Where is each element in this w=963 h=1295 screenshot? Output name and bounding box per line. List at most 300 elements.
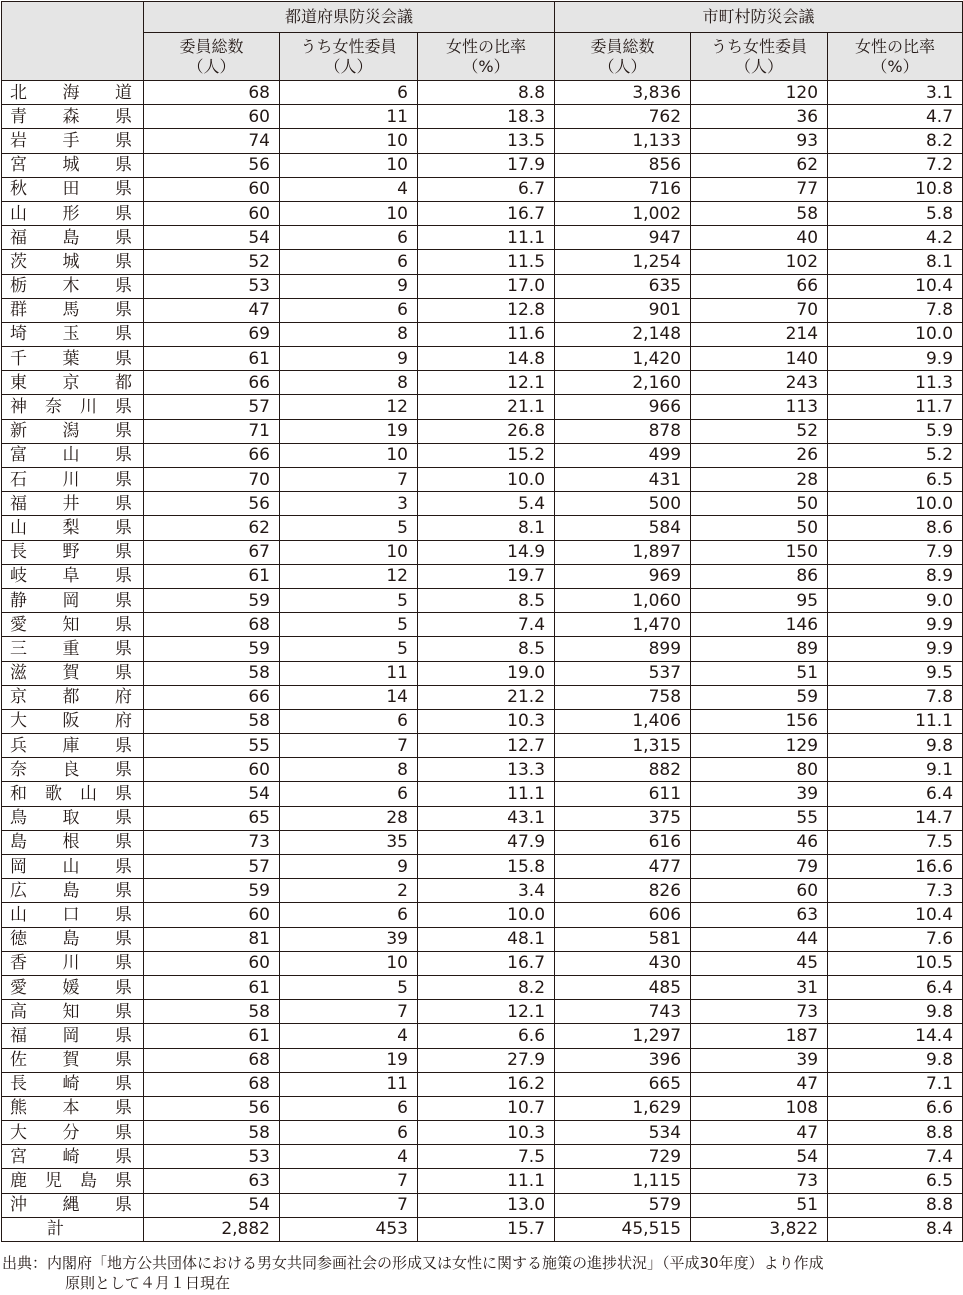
pref-total-members: 59 xyxy=(144,879,280,903)
pref-women-ratio: 10.0 xyxy=(418,903,555,927)
muni-total-members: 477 xyxy=(555,855,691,879)
table-row xyxy=(2,226,963,250)
muni-total-members: 499 xyxy=(555,443,691,467)
pref-total-members: 54 xyxy=(144,226,280,250)
prefecture-name: 兵 庫 県 xyxy=(2,734,144,758)
muni-women-members: 86 xyxy=(691,564,828,588)
muni-total-members: 606 xyxy=(555,903,691,927)
muni-women-members: 113 xyxy=(691,395,828,419)
table-row xyxy=(2,274,963,298)
pref-women-ratio: 17.9 xyxy=(418,153,555,177)
table-row xyxy=(2,1048,963,1072)
pref-women-members: 28 xyxy=(280,806,418,830)
pref-total-members: 71 xyxy=(144,419,280,443)
table-row xyxy=(2,129,963,153)
table-row xyxy=(2,855,963,879)
pref-total-members: 73 xyxy=(144,830,280,854)
pref-women-members: 2 xyxy=(280,879,418,903)
table-row xyxy=(2,709,963,733)
muni-women-ratio: 10.5 xyxy=(828,951,963,975)
table-row xyxy=(2,1193,963,1217)
muni-women-ratio: 7.3 xyxy=(828,879,963,903)
pref-women-members: 12 xyxy=(280,564,418,588)
table-row xyxy=(2,371,963,395)
muni-total-members: 1,470 xyxy=(555,613,691,637)
col-header-ratio: 女性の比率 （%） xyxy=(418,33,555,81)
muni-women-ratio: 9.5 xyxy=(828,661,963,685)
pref-total-members: 58 xyxy=(144,1000,280,1024)
pref-total-members: 57 xyxy=(144,395,280,419)
prefecture-name: 大 阪 府 xyxy=(2,709,144,733)
muni-women-members: 3,822 xyxy=(691,1217,828,1241)
pref-women-ratio: 10.7 xyxy=(418,1096,555,1120)
muni-total-members: 969 xyxy=(555,564,691,588)
table-row xyxy=(2,81,963,105)
muni-total-members: 901 xyxy=(555,298,691,322)
pref-women-ratio: 11.1 xyxy=(418,782,555,806)
pref-women-members: 11 xyxy=(280,1072,418,1096)
muni-women-ratio: 7.9 xyxy=(828,540,963,564)
prefecture-name: 香 川 県 xyxy=(2,951,144,975)
pref-women-ratio: 5.4 xyxy=(418,492,555,516)
prefecture-name: 島 根 県 xyxy=(2,830,144,854)
muni-women-members: 36 xyxy=(691,105,828,129)
prefecture-name: 宮 城 県 xyxy=(2,153,144,177)
table-row xyxy=(2,927,963,951)
table-row xyxy=(2,734,963,758)
table-row xyxy=(2,1000,963,1024)
muni-women-members: 40 xyxy=(691,226,828,250)
table-row xyxy=(2,201,963,225)
table-row xyxy=(2,298,963,322)
muni-women-ratio: 14.4 xyxy=(828,1024,963,1048)
muni-women-members: 95 xyxy=(691,588,828,612)
total-label: 計 xyxy=(2,1217,144,1241)
table-row xyxy=(2,782,963,806)
muni-women-ratio: 5.2 xyxy=(828,443,963,467)
pref-total-members: 60 xyxy=(144,105,280,129)
muni-women-members: 102 xyxy=(691,250,828,274)
pref-women-ratio: 8.2 xyxy=(418,975,555,999)
muni-total-members: 581 xyxy=(555,927,691,951)
muni-women-ratio: 9.8 xyxy=(828,1000,963,1024)
pref-total-members: 53 xyxy=(144,1145,280,1169)
muni-women-ratio: 10.4 xyxy=(828,903,963,927)
muni-total-members: 3,836 xyxy=(555,81,691,105)
muni-total-members: 729 xyxy=(555,1145,691,1169)
muni-total-members: 1,315 xyxy=(555,734,691,758)
prefecture-name: 岡 山 県 xyxy=(2,855,144,879)
muni-total-members: 882 xyxy=(555,758,691,782)
pref-total-members: 70 xyxy=(144,468,280,492)
prefecture-name: 山 口 県 xyxy=(2,903,144,927)
muni-total-members: 579 xyxy=(555,1193,691,1217)
pref-total-members: 61 xyxy=(144,1024,280,1048)
prefecture-name: 東 京 都 xyxy=(2,371,144,395)
pref-total-members: 68 xyxy=(144,1048,280,1072)
col-header-total: 委員総数 （人） xyxy=(555,33,691,81)
prefecture-name: 福 島 県 xyxy=(2,226,144,250)
muni-total-members: 430 xyxy=(555,951,691,975)
pref-women-members: 7 xyxy=(280,1000,418,1024)
pref-women-ratio: 19.0 xyxy=(418,661,555,685)
pref-women-ratio: 13.0 xyxy=(418,1193,555,1217)
pref-total-members: 66 xyxy=(144,443,280,467)
prefecture-name: 三 重 県 xyxy=(2,637,144,661)
pref-total-members: 55 xyxy=(144,734,280,758)
pref-women-ratio: 21.2 xyxy=(418,685,555,709)
table-row xyxy=(2,468,963,492)
pref-women-members: 6 xyxy=(280,298,418,322)
pref-women-ratio: 8.5 xyxy=(418,588,555,612)
pref-women-ratio: 11.6 xyxy=(418,322,555,346)
table-row xyxy=(2,347,963,371)
pref-women-ratio: 8.5 xyxy=(418,637,555,661)
pref-women-members: 7 xyxy=(280,734,418,758)
pref-women-members: 8 xyxy=(280,322,418,346)
pref-total-members: 62 xyxy=(144,516,280,540)
muni-women-ratio: 9.8 xyxy=(828,1048,963,1072)
pref-total-members: 58 xyxy=(144,1121,280,1145)
col-header-women: うち女性委員 （人） xyxy=(691,33,828,81)
prefecture-name: 大 分 県 xyxy=(2,1121,144,1145)
muni-women-members: 73 xyxy=(691,1000,828,1024)
table-row xyxy=(2,613,963,637)
muni-total-members: 584 xyxy=(555,516,691,540)
muni-women-members: 73 xyxy=(691,1169,828,1193)
prefecture-name: 佐 賀 県 xyxy=(2,1048,144,1072)
muni-total-members: 45,515 xyxy=(555,1217,691,1241)
prefecture-name: 山 形 県 xyxy=(2,201,144,225)
pref-total-members: 60 xyxy=(144,903,280,927)
muni-women-ratio: 9.0 xyxy=(828,588,963,612)
muni-women-members: 70 xyxy=(691,298,828,322)
muni-total-members: 966 xyxy=(555,395,691,419)
prefecture-name: 高 知 県 xyxy=(2,1000,144,1024)
muni-women-ratio: 10.0 xyxy=(828,492,963,516)
table-row xyxy=(2,322,963,346)
pref-total-members: 65 xyxy=(144,806,280,830)
muni-women-members: 243 xyxy=(691,371,828,395)
pref-women-members: 7 xyxy=(280,1193,418,1217)
muni-women-ratio: 8.8 xyxy=(828,1121,963,1145)
prefecture-name: 奈 良 県 xyxy=(2,758,144,782)
prefecture-name: 栃 木 県 xyxy=(2,274,144,298)
muni-women-ratio: 8.1 xyxy=(828,250,963,274)
pref-total-members: 52 xyxy=(144,250,280,274)
pref-women-members: 3 xyxy=(280,492,418,516)
pref-total-members: 58 xyxy=(144,661,280,685)
pref-women-members: 14 xyxy=(280,685,418,709)
prefecture-name: 茨 城 県 xyxy=(2,250,144,274)
pref-total-members: 60 xyxy=(144,951,280,975)
muni-women-ratio: 11.1 xyxy=(828,709,963,733)
pref-women-ratio: 6.6 xyxy=(418,1024,555,1048)
muni-women-members: 80 xyxy=(691,758,828,782)
muni-women-members: 26 xyxy=(691,443,828,467)
muni-women-ratio: 7.2 xyxy=(828,153,963,177)
prefecture-name: 沖 縄 県 xyxy=(2,1193,144,1217)
muni-women-members: 150 xyxy=(691,540,828,564)
table-row xyxy=(2,516,963,540)
muni-women-ratio: 9.9 xyxy=(828,637,963,661)
date-note: 原則として４月１日現在 xyxy=(65,1274,231,1292)
muni-women-ratio: 4.7 xyxy=(828,105,963,129)
pref-women-ratio: 11.5 xyxy=(418,250,555,274)
muni-total-members: 1,297 xyxy=(555,1024,691,1048)
muni-women-ratio: 6.4 xyxy=(828,782,963,806)
pref-total-members: 56 xyxy=(144,492,280,516)
muni-women-members: 66 xyxy=(691,274,828,298)
table-row xyxy=(2,564,963,588)
muni-total-members: 947 xyxy=(555,226,691,250)
muni-women-members: 129 xyxy=(691,734,828,758)
muni-women-members: 214 xyxy=(691,322,828,346)
muni-women-ratio: 5.8 xyxy=(828,201,963,225)
pref-women-ratio: 12.1 xyxy=(418,1000,555,1024)
pref-women-members: 9 xyxy=(280,274,418,298)
muni-women-members: 140 xyxy=(691,347,828,371)
prefecture-name: 長 野 県 xyxy=(2,540,144,564)
pref-women-ratio: 18.3 xyxy=(418,105,555,129)
prefecture-name: 岐 阜 県 xyxy=(2,564,144,588)
pref-women-ratio: 8.1 xyxy=(418,516,555,540)
footnotes xyxy=(2,1253,824,1293)
pref-women-members: 7 xyxy=(280,1169,418,1193)
prefecture-name: 静 岡 県 xyxy=(2,588,144,612)
table-body xyxy=(2,81,963,1242)
pref-total-members: 68 xyxy=(144,613,280,637)
table-row xyxy=(2,419,963,443)
table-row xyxy=(2,951,963,975)
pref-total-members: 54 xyxy=(144,1193,280,1217)
muni-total-members: 611 xyxy=(555,782,691,806)
prefecture-name: 千 葉 県 xyxy=(2,347,144,371)
pref-women-ratio: 10.3 xyxy=(418,709,555,733)
table-row xyxy=(2,395,963,419)
prefecture-name: 神 奈 川 県 xyxy=(2,395,144,419)
col-header-total: 委員総数 （人） xyxy=(144,33,280,81)
pref-total-members: 66 xyxy=(144,685,280,709)
table-row xyxy=(2,540,963,564)
pref-women-members: 6 xyxy=(280,782,418,806)
disaster-council-table xyxy=(1,1,963,1242)
muni-women-ratio: 8.8 xyxy=(828,1193,963,1217)
pref-women-ratio: 26.8 xyxy=(418,419,555,443)
prefecture-name: 和 歌 山 県 xyxy=(2,782,144,806)
muni-total-members: 665 xyxy=(555,1072,691,1096)
prefecture-name: 福 井 県 xyxy=(2,492,144,516)
pref-total-members: 61 xyxy=(144,975,280,999)
prefecture-name: 福 岡 県 xyxy=(2,1024,144,1048)
muni-women-ratio: 11.7 xyxy=(828,395,963,419)
prefecture-name: 長 崎 県 xyxy=(2,1072,144,1096)
pref-total-members: 63 xyxy=(144,1169,280,1193)
muni-total-members: 1,115 xyxy=(555,1169,691,1193)
muni-women-members: 50 xyxy=(691,492,828,516)
pref-women-members: 6 xyxy=(280,250,418,274)
muni-women-ratio: 9.9 xyxy=(828,613,963,637)
prefecture-name: 鳥 取 県 xyxy=(2,806,144,830)
prefecture-name: 宮 崎 県 xyxy=(2,1145,144,1169)
pref-women-members: 35 xyxy=(280,830,418,854)
prefecture-name: 京 都 府 xyxy=(2,685,144,709)
pref-total-members: 2,882 xyxy=(144,1217,280,1241)
muni-women-ratio: 5.9 xyxy=(828,419,963,443)
pref-women-ratio: 17.0 xyxy=(418,274,555,298)
table-row xyxy=(2,975,963,999)
pref-women-members: 6 xyxy=(280,709,418,733)
muni-women-ratio: 7.8 xyxy=(828,685,963,709)
muni-women-ratio: 10.0 xyxy=(828,322,963,346)
pref-women-ratio: 7.4 xyxy=(418,613,555,637)
muni-women-ratio: 8.2 xyxy=(828,129,963,153)
muni-women-members: 93 xyxy=(691,129,828,153)
pref-women-ratio: 27.9 xyxy=(418,1048,555,1072)
muni-women-ratio: 9.8 xyxy=(828,734,963,758)
muni-total-members: 826 xyxy=(555,879,691,903)
muni-women-members: 59 xyxy=(691,685,828,709)
table-row xyxy=(2,1169,963,1193)
muni-women-members: 50 xyxy=(691,516,828,540)
pref-women-ratio: 8.8 xyxy=(418,81,555,105)
muni-total-members: 500 xyxy=(555,492,691,516)
col-header-women: うち女性委員 （人） xyxy=(280,33,418,81)
muni-total-members: 396 xyxy=(555,1048,691,1072)
table-row xyxy=(2,443,963,467)
table-row xyxy=(2,806,963,830)
muni-total-members: 899 xyxy=(555,637,691,661)
pref-women-members: 4 xyxy=(280,1145,418,1169)
muni-women-ratio: 7.5 xyxy=(828,830,963,854)
pref-total-members: 57 xyxy=(144,855,280,879)
muni-women-members: 39 xyxy=(691,782,828,806)
prefecture-name: 熊 本 県 xyxy=(2,1096,144,1120)
muni-women-members: 46 xyxy=(691,830,828,854)
pref-women-members: 7 xyxy=(280,468,418,492)
pref-total-members: 58 xyxy=(144,709,280,733)
pref-women-members: 5 xyxy=(280,588,418,612)
pref-total-members: 56 xyxy=(144,153,280,177)
pref-total-members: 60 xyxy=(144,758,280,782)
muni-women-members: 47 xyxy=(691,1072,828,1096)
table-row xyxy=(2,1145,963,1169)
prefecture-name: 青 森 県 xyxy=(2,105,144,129)
pref-women-ratio: 14.8 xyxy=(418,347,555,371)
pref-women-members: 453 xyxy=(280,1217,418,1241)
muni-total-members: 616 xyxy=(555,830,691,854)
pref-women-members: 11 xyxy=(280,105,418,129)
pref-women-members: 6 xyxy=(280,1121,418,1145)
muni-women-ratio: 6.5 xyxy=(828,1169,963,1193)
muni-women-ratio: 8.9 xyxy=(828,564,963,588)
pref-women-ratio: 11.1 xyxy=(418,226,555,250)
prefecture-name: 徳 島 県 xyxy=(2,927,144,951)
table-row xyxy=(2,879,963,903)
muni-women-members: 28 xyxy=(691,468,828,492)
muni-total-members: 716 xyxy=(555,177,691,201)
prefecture-name: 滋 賀 県 xyxy=(2,661,144,685)
pref-women-members: 4 xyxy=(280,177,418,201)
pref-women-ratio: 19.7 xyxy=(418,564,555,588)
table-row xyxy=(2,685,963,709)
prefecture-name: 山 梨 県 xyxy=(2,516,144,540)
muni-total-members: 485 xyxy=(555,975,691,999)
muni-women-members: 89 xyxy=(691,637,828,661)
table-row xyxy=(2,250,963,274)
muni-total-members: 878 xyxy=(555,419,691,443)
table-row xyxy=(2,758,963,782)
pref-women-members: 5 xyxy=(280,613,418,637)
muni-women-ratio: 10.4 xyxy=(828,274,963,298)
muni-women-ratio: 3.1 xyxy=(828,81,963,105)
prefecture-name: 埼 玉 県 xyxy=(2,322,144,346)
muni-women-ratio: 9.1 xyxy=(828,758,963,782)
pref-total-members: 47 xyxy=(144,298,280,322)
pref-women-members: 10 xyxy=(280,129,418,153)
pref-women-ratio: 12.8 xyxy=(418,298,555,322)
muni-women-members: 120 xyxy=(691,81,828,105)
pref-women-ratio: 11.1 xyxy=(418,1169,555,1193)
pref-women-ratio: 16.7 xyxy=(418,951,555,975)
pref-women-ratio: 16.7 xyxy=(418,201,555,225)
muni-women-members: 54 xyxy=(691,1145,828,1169)
table-row xyxy=(2,588,963,612)
pref-women-members: 10 xyxy=(280,951,418,975)
prefecture-name: 富 山 県 xyxy=(2,443,144,467)
pref-women-ratio: 10.3 xyxy=(418,1121,555,1145)
muni-total-members: 1,897 xyxy=(555,540,691,564)
muni-total-members: 1,254 xyxy=(555,250,691,274)
muni-women-members: 55 xyxy=(691,806,828,830)
pref-women-ratio: 13.3 xyxy=(418,758,555,782)
muni-total-members: 635 xyxy=(555,274,691,298)
muni-women-members: 39 xyxy=(691,1048,828,1072)
table-row xyxy=(2,105,963,129)
pref-women-ratio: 15.8 xyxy=(418,855,555,879)
pref-total-members: 69 xyxy=(144,322,280,346)
muni-women-members: 51 xyxy=(691,1193,828,1217)
pref-women-members: 10 xyxy=(280,443,418,467)
muni-total-members: 1,629 xyxy=(555,1096,691,1120)
total-row xyxy=(2,1217,963,1241)
pref-women-ratio: 12.1 xyxy=(418,371,555,395)
prefecture-name: 北 海 道 xyxy=(2,81,144,105)
muni-women-members: 52 xyxy=(691,419,828,443)
muni-women-ratio: 16.6 xyxy=(828,855,963,879)
pref-women-ratio: 10.0 xyxy=(418,468,555,492)
pref-women-ratio: 3.4 xyxy=(418,879,555,903)
prefecture-name: 岩 手 県 xyxy=(2,129,144,153)
muni-women-members: 47 xyxy=(691,1121,828,1145)
muni-total-members: 534 xyxy=(555,1121,691,1145)
prefecture-name: 広 島 県 xyxy=(2,879,144,903)
muni-total-members: 2,160 xyxy=(555,371,691,395)
pref-women-ratio: 14.9 xyxy=(418,540,555,564)
muni-women-ratio: 6.5 xyxy=(828,468,963,492)
group-header-municipal: 市町村防災会議 xyxy=(555,2,963,33)
table-row xyxy=(2,830,963,854)
pref-total-members: 74 xyxy=(144,129,280,153)
muni-total-members: 762 xyxy=(555,105,691,129)
muni-women-members: 77 xyxy=(691,177,828,201)
muni-women-ratio: 10.8 xyxy=(828,177,963,201)
muni-women-members: 31 xyxy=(691,975,828,999)
muni-total-members: 1,060 xyxy=(555,588,691,612)
pref-total-members: 60 xyxy=(144,177,280,201)
pref-women-members: 39 xyxy=(280,927,418,951)
pref-total-members: 81 xyxy=(144,927,280,951)
